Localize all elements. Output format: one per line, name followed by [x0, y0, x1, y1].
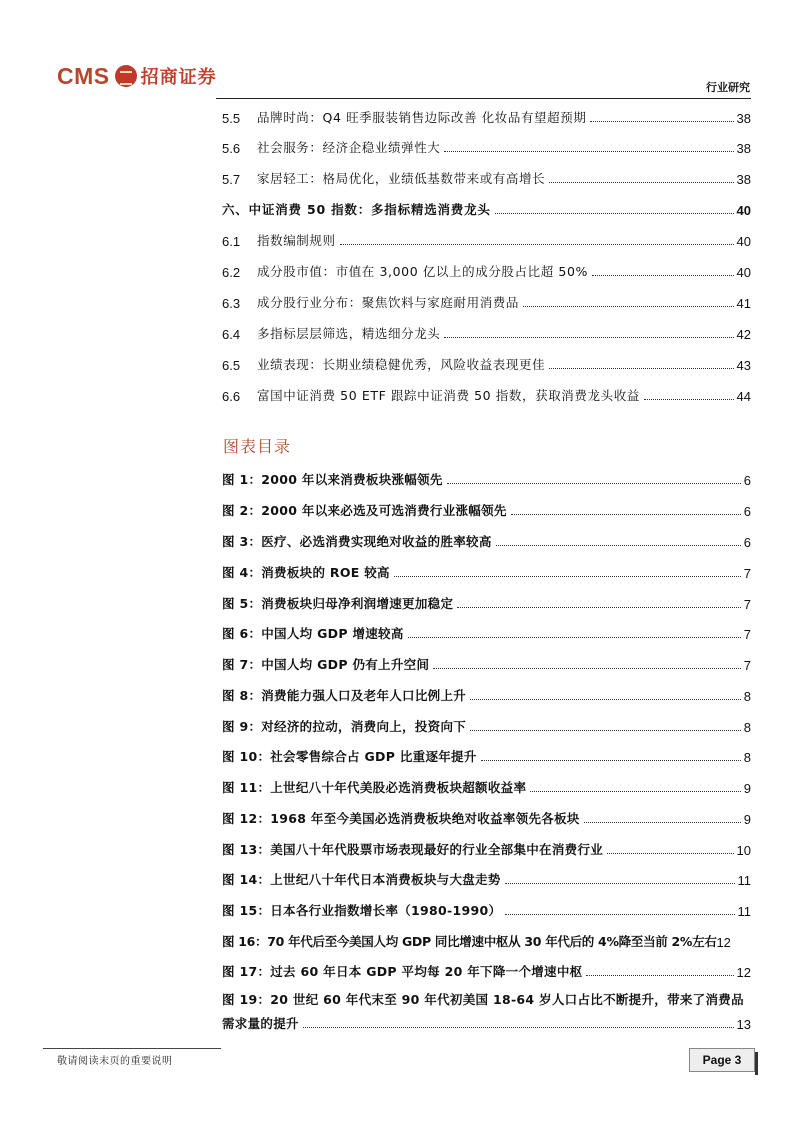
toc-entry-title: 六、中证消费 50 指数：多指标精选消费龙头: [222, 202, 491, 217]
figure-entry-page: 6: [743, 504, 751, 519]
dot-leader: [644, 399, 734, 400]
toc-entry-number: 6.4: [222, 327, 241, 342]
dot-leader: [523, 306, 734, 307]
disclaimer-note: 敬请阅读末页的重要说明: [57, 1056, 173, 1067]
toc-entry-number: 5.6: [222, 141, 241, 156]
toc-entry-title: 家居轻工：格局优化，业绩低基数带来或有高增长: [257, 171, 546, 186]
figure-entry-4[interactable]: [222, 561, 751, 581]
toc-entry-6-6[interactable]: [222, 384, 751, 404]
figure-entry-3[interactable]: [222, 530, 751, 550]
figure-entry-title: 图 6：中国人均 GDP 增速较高: [222, 626, 404, 641]
toc-entry-title: 多指标层层筛选，精选细分龙头: [257, 326, 441, 341]
figure-entry-title: 图 8：消费能力强人口及老年人口比例上升: [222, 688, 467, 703]
dot-leader: [470, 699, 741, 700]
dot-leader: [447, 483, 741, 484]
dot-leader: [303, 1027, 734, 1028]
dot-leader: [340, 244, 734, 245]
figure-entry-title: 图 10：社会零售综合占 GDP 比重逐年提升: [222, 749, 477, 764]
dot-leader: [530, 791, 741, 792]
figure-entry-title: 图 7：中国人均 GDP 仍有上升空间: [222, 657, 430, 672]
figure-entry-page: 12: [716, 935, 731, 950]
figure-entry-11[interactable]: [222, 776, 751, 796]
dot-leader: [505, 883, 735, 884]
page-header: [0, 0, 793, 105]
figure-entry-8[interactable]: [222, 684, 751, 704]
toc-entry-5-6[interactable]: [222, 136, 751, 156]
toc-entry-number: 6.3: [222, 296, 241, 311]
figure-entry-2[interactable]: [222, 499, 751, 519]
dot-leader: [607, 853, 733, 854]
dot-leader: [495, 213, 734, 214]
toc-entry-6-4[interactable]: [222, 322, 751, 342]
toc-entry-number: 6.5: [222, 358, 241, 373]
figure-entry-page: 11: [737, 904, 751, 919]
figure-entry-15[interactable]: [222, 899, 751, 919]
figure-entry-17[interactable]: [222, 960, 751, 980]
dot-leader: [511, 514, 741, 515]
toc-entry-page: 41: [736, 296, 751, 311]
toc-entry-number: 6.6: [222, 389, 241, 404]
dot-leader: [505, 914, 734, 915]
logo-latin-text: CMS: [57, 62, 110, 89]
figure-entry-16[interactable]: [222, 930, 751, 950]
toc-entry-title: 指数编制规则: [257, 233, 336, 248]
dot-leader: [457, 607, 741, 608]
figure-entry-title: 图 16：70 年代后至今美国人均 GDP 同比增速中枢从 30 年代后的 4%降至当前 2%左右: [222, 934, 717, 949]
toc-entry-number: 6.2: [222, 265, 241, 280]
toc-entry-title: 品牌时尚：Q4 旺季服装销售边际改善 化妆品有望超预期: [257, 110, 587, 125]
toc-entry-6-5[interactable]: [222, 353, 751, 373]
figure-entry-page: 7: [743, 658, 751, 673]
toc-entry-5-5[interactable]: [222, 106, 751, 126]
page-number-badge: Page 3: [689, 1048, 755, 1072]
figure-entry-title: 图 17：过去 60 年日本 GDP 平均每 20 年下降一个增速中枢: [222, 964, 583, 979]
figure-entry-page: 10: [736, 843, 751, 858]
dot-leader: [549, 182, 733, 183]
figure-entry-title-line2-row: [222, 1010, 751, 1032]
figure-entry-page: 11: [737, 873, 751, 888]
figure-entry-title: 图 3：医疗、必选消费实现绝对收益的胜率较高: [222, 534, 492, 549]
figure-entry-title: 图 11：上世纪八十年代美股必选消费板块超额收益率: [222, 780, 527, 795]
figure-entry-title: 图 1：2000 年以来消费板块涨幅领先: [222, 472, 443, 487]
dot-leader: [481, 760, 741, 761]
toc-entry-title: 成分股行业分布：聚焦饮料与家庭耐用消费品: [257, 295, 520, 310]
figure-entry-page: 9: [743, 812, 751, 827]
toc-entry-number: 5.5: [222, 111, 241, 126]
figure-entry-9[interactable]: [222, 715, 751, 735]
toc-entry-title: 富国中证消费 50 ETF 跟踪中证消费 50 指数，获取消费龙头收益: [257, 388, 640, 403]
figure-entry-page: 8: [743, 689, 751, 704]
footer-divider: [43, 1048, 221, 1049]
figure-entry-1[interactable]: [222, 468, 751, 488]
figure-entry-13[interactable]: [222, 838, 751, 858]
dot-leader: [592, 275, 734, 276]
report-category: 行业研究: [706, 81, 750, 94]
dot-leader: [496, 545, 741, 546]
toc-entry-title: 成分股市值：市值在 3,000 亿以上的成分股占比超 50%: [257, 264, 588, 279]
toc-entry-title: 社会服务：经济企稳业绩弹性大: [257, 140, 441, 155]
figure-entry-title: 图 9：对经济的拉动，消费向上，投资向下: [222, 719, 467, 734]
toc-entry-6-3[interactable]: [222, 291, 751, 311]
dot-leader: [408, 637, 741, 638]
figure-entry-page: 6: [743, 535, 751, 550]
figure-entry-19[interactable]: [222, 990, 751, 1032]
figure-entry-page: 13: [736, 1017, 751, 1032]
figure-entry-title: 图 12：1968 年至今美国必选消费板块绝对收益率领先各板块: [222, 811, 580, 826]
figure-entry-title: 图 4：消费板块的 ROE 较高: [222, 565, 390, 580]
figure-entry-title: 图 14：上世纪八十年代日本消费板块与大盘走势: [222, 872, 501, 887]
figures-list-heading: 图表目录: [223, 437, 292, 456]
dot-leader: [590, 121, 733, 122]
figure-entry-title-line2: 需求量的提升: [222, 1016, 299, 1031]
figure-entry-page: 8: [743, 750, 751, 765]
toc-entry-page: 40: [736, 265, 751, 280]
toc-entry-6-1[interactable]: [222, 229, 751, 249]
toc-entry-page: 38: [736, 141, 751, 156]
figure-entry-title: 图 2：2000 年以来必选及可选消费行业涨幅领先: [222, 503, 507, 518]
dot-leader: [549, 368, 733, 369]
dot-leader: [584, 822, 741, 823]
logo-chinese-text: 招商证券: [140, 67, 217, 88]
toc-entry-6-2[interactable]: [222, 260, 751, 280]
figure-entry-10[interactable]: [222, 745, 751, 765]
toc-entry-page: 38: [736, 111, 751, 126]
figure-entry-title-line1: 图 19：20 世纪 60 年代末至 90 年代初美国 18-64 岁人口占比不断提升，带来了消费品: [222, 992, 744, 1007]
dot-leader: [394, 576, 741, 577]
figure-entry-page: 9: [743, 781, 751, 796]
dot-leader: [433, 668, 741, 669]
toc-entry-page: 38: [736, 172, 751, 187]
figure-entry-title: 图 5：消费板块归母净利润增速更加稳定: [222, 596, 454, 611]
figure-entry-page: 7: [743, 566, 751, 581]
toc-entry-number: 6.1: [222, 234, 241, 249]
toc-chapter-6[interactable]: [222, 198, 751, 218]
figure-entry-6[interactable]: [222, 622, 751, 642]
figure-entry-title: 图 13：美国八十年代股票市场表现最好的行业全部集中在消费行业: [222, 842, 604, 857]
figure-entry-title: 图 15：日本各行业指数增长率（1980-1990）: [222, 903, 502, 918]
logo-emblem-icon: [115, 65, 137, 87]
figure-entry-page: 8: [743, 720, 751, 735]
dot-leader: [470, 730, 741, 731]
toc-entry-page: 40: [736, 234, 751, 249]
toc-entry-title: 业绩表现：长期业绩稳健优秀，风险收益表现更佳: [257, 357, 546, 372]
dot-leader: [444, 337, 733, 338]
toc-entry-5-7[interactable]: [222, 167, 751, 187]
figure-entry-14[interactable]: [222, 868, 751, 888]
figure-entry-page: 6: [743, 473, 751, 488]
dot-leader: [586, 975, 733, 976]
cms-logo: [57, 60, 217, 92]
toc-entry-page: 44: [736, 389, 751, 404]
figure-entry-page: 7: [743, 597, 751, 612]
figure-entry-page: 12: [736, 965, 751, 980]
figure-entry-12[interactable]: [222, 807, 751, 827]
toc-entry-page: 40: [736, 203, 751, 218]
dot-leader: [444, 151, 733, 152]
header-divider: [216, 98, 751, 99]
figure-entry-7[interactable]: [222, 653, 751, 673]
toc-entry-page: 42: [736, 327, 751, 342]
figure-entry-5[interactable]: [222, 592, 751, 612]
figure-entry-page: 7: [743, 627, 751, 642]
toc-entry-number: 5.7: [222, 172, 241, 187]
toc-entry-page: 43: [736, 358, 751, 373]
